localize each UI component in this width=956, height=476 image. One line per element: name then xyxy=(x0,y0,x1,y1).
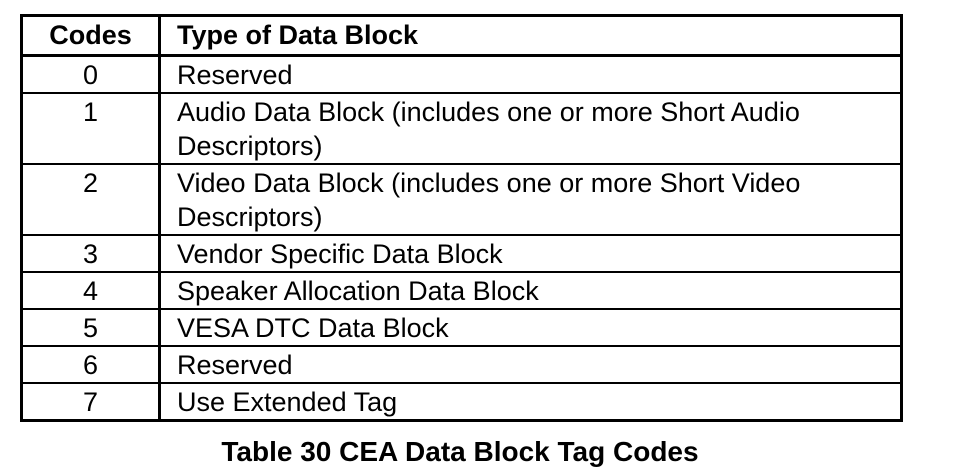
table-row xyxy=(22,93,902,164)
type-cell: Reserved xyxy=(160,346,902,383)
type-cell: Vendor Specific Data Block xyxy=(160,235,902,272)
code-cell: 2 xyxy=(22,164,160,235)
type-cell: Audio Data Block (includes one or more Short Audio Descriptors) xyxy=(160,93,902,164)
table-header-row xyxy=(22,16,902,56)
codes-column-header: Codes xyxy=(22,16,160,56)
type-cell: Use Extended Tag xyxy=(177,387,398,417)
table-row xyxy=(22,383,902,421)
table-row xyxy=(22,309,902,346)
table-row xyxy=(22,346,902,383)
table-row xyxy=(22,272,902,309)
table-row xyxy=(22,235,902,272)
type-column-header: Type of Data Block xyxy=(160,16,902,56)
code-cell: 4 xyxy=(22,272,160,309)
code-cell: 5 xyxy=(22,309,160,346)
code-cell: 0 xyxy=(22,56,160,94)
data-block-tag-table xyxy=(20,14,903,422)
data-block-tag-table-container xyxy=(20,14,900,422)
type-cell: VESA DTC Data Block xyxy=(160,309,902,346)
code-cell: 1 xyxy=(22,93,160,164)
table-row xyxy=(22,56,902,94)
table-row xyxy=(22,164,902,235)
table-caption: Table 30 CEA Data Block Tag Codes xyxy=(221,436,699,467)
code-cell: 7 xyxy=(22,383,160,421)
code-cell: 6 xyxy=(22,346,160,383)
type-cell: Video Data Block (includes one or more Short Video Descriptors) xyxy=(160,164,902,235)
type-cell: Speaker Allocation Data Block xyxy=(160,272,902,309)
type-cell: Reserved xyxy=(160,56,902,94)
code-cell: 3 xyxy=(22,235,160,272)
